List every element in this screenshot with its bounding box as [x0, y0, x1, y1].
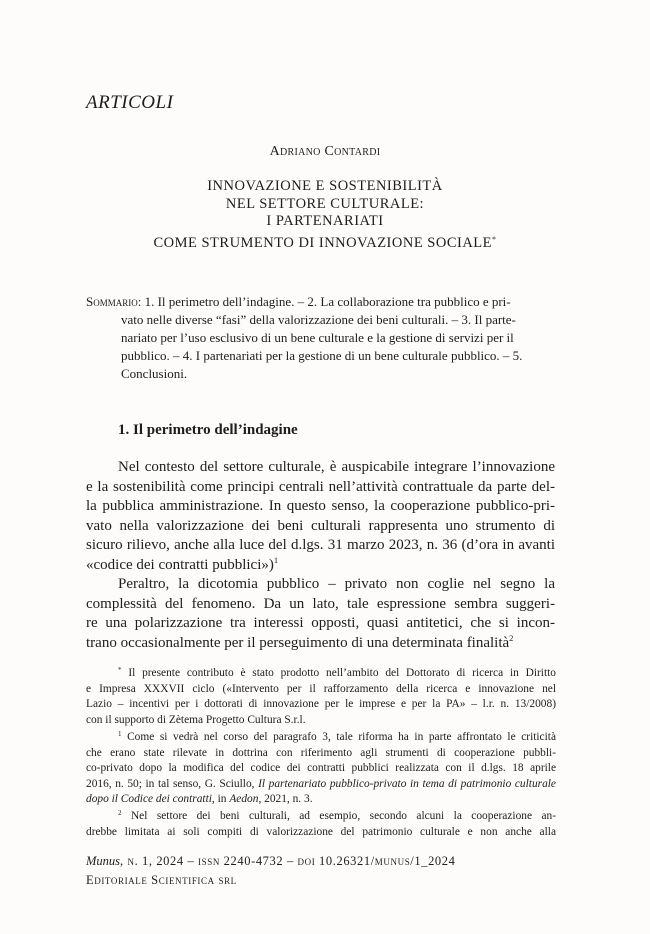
- cited-journal: Aedon: [229, 793, 259, 805]
- paragraph-line: e la sostenibilità come principi centrali nell’attività contrattuale da parte del-: [86, 478, 555, 495]
- footnote-1: [86, 730, 556, 808]
- footnote-text: , 2021, n. 3.: [258, 793, 313, 805]
- footnote-line: drebbe limitata ai soli compiti di valorizzazione del patrimonio culturale e non anche alla: [86, 825, 556, 838]
- summary-line: Conclusioni.: [121, 366, 188, 381]
- paragraph-line-text: «codice dei contratti pubblici»): [86, 556, 274, 573]
- footnote-text: Nel settore dei beni culturali, ad esempio, secondo alcuni la cooperazione an-: [130, 810, 556, 822]
- footnote-text: Il presente contributo è stato prodotto nell’ambito del Dottorato di ricerca in Diritto: [128, 667, 556, 679]
- footnote-line: che erano state rilevate in dottrina con riferimento agli strumenti di cooperazione pubbli-: [86, 746, 556, 759]
- summary-line: vato nelle diverse “fasi” della valorizzazione dei beni culturali. – 3. Il parte-: [121, 312, 516, 327]
- title-line: I PARTENARIATI: [266, 213, 384, 229]
- footnote-2: [86, 809, 556, 840]
- author-name: Adriano Contardi: [269, 144, 381, 159]
- title-line: [100, 231, 550, 253]
- paragraph-line: [86, 634, 555, 654]
- paragraph-line-text: trano occasionalmente per il perseguimento di una determinata finalità: [86, 634, 510, 651]
- article-title: [100, 178, 550, 252]
- paragraph-line: re una polarizzazione tra interessi opposti, quasi antitetici, che si incon-: [86, 615, 555, 631]
- section-heading: 1. Il perimetro dell’indagine: [118, 422, 298, 438]
- footnote-star: [86, 666, 556, 728]
- paragraph-line: complessità del fenomeno. Da un lato, tale espressione sembra suggeri-: [86, 595, 555, 612]
- cited-title: dopo il Codice dei contratti: [86, 793, 212, 805]
- footnote-line: con il supporto di Zètema Progetto Cultura S.r.l.: [86, 713, 306, 726]
- title-line-text: COME STRUMENTO DI INNOVAZIONE SOCIALE: [153, 234, 493, 251]
- summary-line: nariato per l’uso esclusivo di un bene culturale e la gestione di servizi per il: [121, 330, 514, 345]
- footer-issue: , n. 1, 2024 – issn 2240-4732 – doi 10.26321/munus/1_2024: [120, 854, 456, 868]
- footnote-line: [86, 730, 556, 746]
- footnote-line: [86, 777, 556, 793]
- paragraph-1: [86, 458, 555, 575]
- title-footnote-marker[interactable]: *: [492, 234, 497, 244]
- footer-publisher: Editoriale Scientifica srl: [86, 873, 237, 887]
- footnote-text: Come si vedrà nel corso del paragrafo 3, tale riforma ha in parte affrontato le criticità: [127, 731, 557, 743]
- footnote-ref-1[interactable]: 1: [273, 554, 279, 565]
- footer-journal: Munus: [86, 854, 121, 868]
- summary-line: [86, 293, 556, 311]
- footnote-ref-2[interactable]: 2: [509, 632, 514, 643]
- paragraph-line: [86, 556, 555, 576]
- title-line: NEL SETTORE CULTURALE:: [225, 195, 425, 212]
- cited-title: Il partenariato pubblico-privato in tema di patrimonio culturale: [258, 777, 556, 790]
- summary-line: pubblico. – 4. I partenariati per la gestione di un bene culturale pubblico. – 5.: [121, 348, 523, 363]
- paragraph-line: vato nella valorizzazione dei beni culturali rappresenta uno strumento di: [86, 517, 555, 534]
- section-label: ARTICOLI: [86, 92, 174, 113]
- footnote-line: co-privato dopo la modifica del codice dei contratti pubblici realizzata con il d.lgs. 18 aprile: [86, 762, 556, 774]
- paragraph-line: Peraltro, la dicotomia pubblico – privato non coglie nel segno la: [118, 576, 555, 592]
- summary-lead: Sommario: [86, 294, 138, 309]
- footnote-line: Lazio – incentivi per i dottorati di innovazione per le imprese e per la PA» – l.r. n. 13/2008): [86, 698, 556, 710]
- footnote-text: , in: [211, 793, 230, 805]
- summary: [86, 293, 556, 383]
- paragraph-line: sicuro rilievo, anche alla luce del d.lgs. 31 marzo 2023, n. 36 (d’ora in avanti: [86, 537, 555, 553]
- page-footer: [86, 852, 455, 890]
- footnote-line: [86, 809, 556, 825]
- paragraph-2: [86, 575, 555, 653]
- paragraph-line: la pubblica amministrazione. In questo senso, la cooperazione pubblico-pri-: [86, 498, 555, 514]
- footer-citation: [86, 852, 455, 871]
- footnote-marker: 2: [118, 809, 122, 817]
- footnote-line: e Impresa XXXVII ciclo («Intervento per il rafforzamento della ricerca e innovazione nel: [86, 682, 556, 695]
- footnote-line: [86, 666, 556, 682]
- footnote-marker: *: [118, 666, 122, 674]
- title-line: INNOVAZIONE E SOSTENIBILITÀ: [207, 178, 443, 194]
- footnote-text: 2016, n. 50; in tal senso, G. Sciullo,: [86, 777, 259, 790]
- paragraph-line: Nel contesto del settore culturale, è auspicabile integrare l’innovazione: [118, 459, 555, 475]
- footnote-line: [86, 792, 556, 808]
- footnote-marker: 1: [118, 730, 122, 738]
- summary-text: : 1. Il perimetro dell’indagine. – 2. La collaborazione tra pubblico e pri-: [137, 294, 511, 309]
